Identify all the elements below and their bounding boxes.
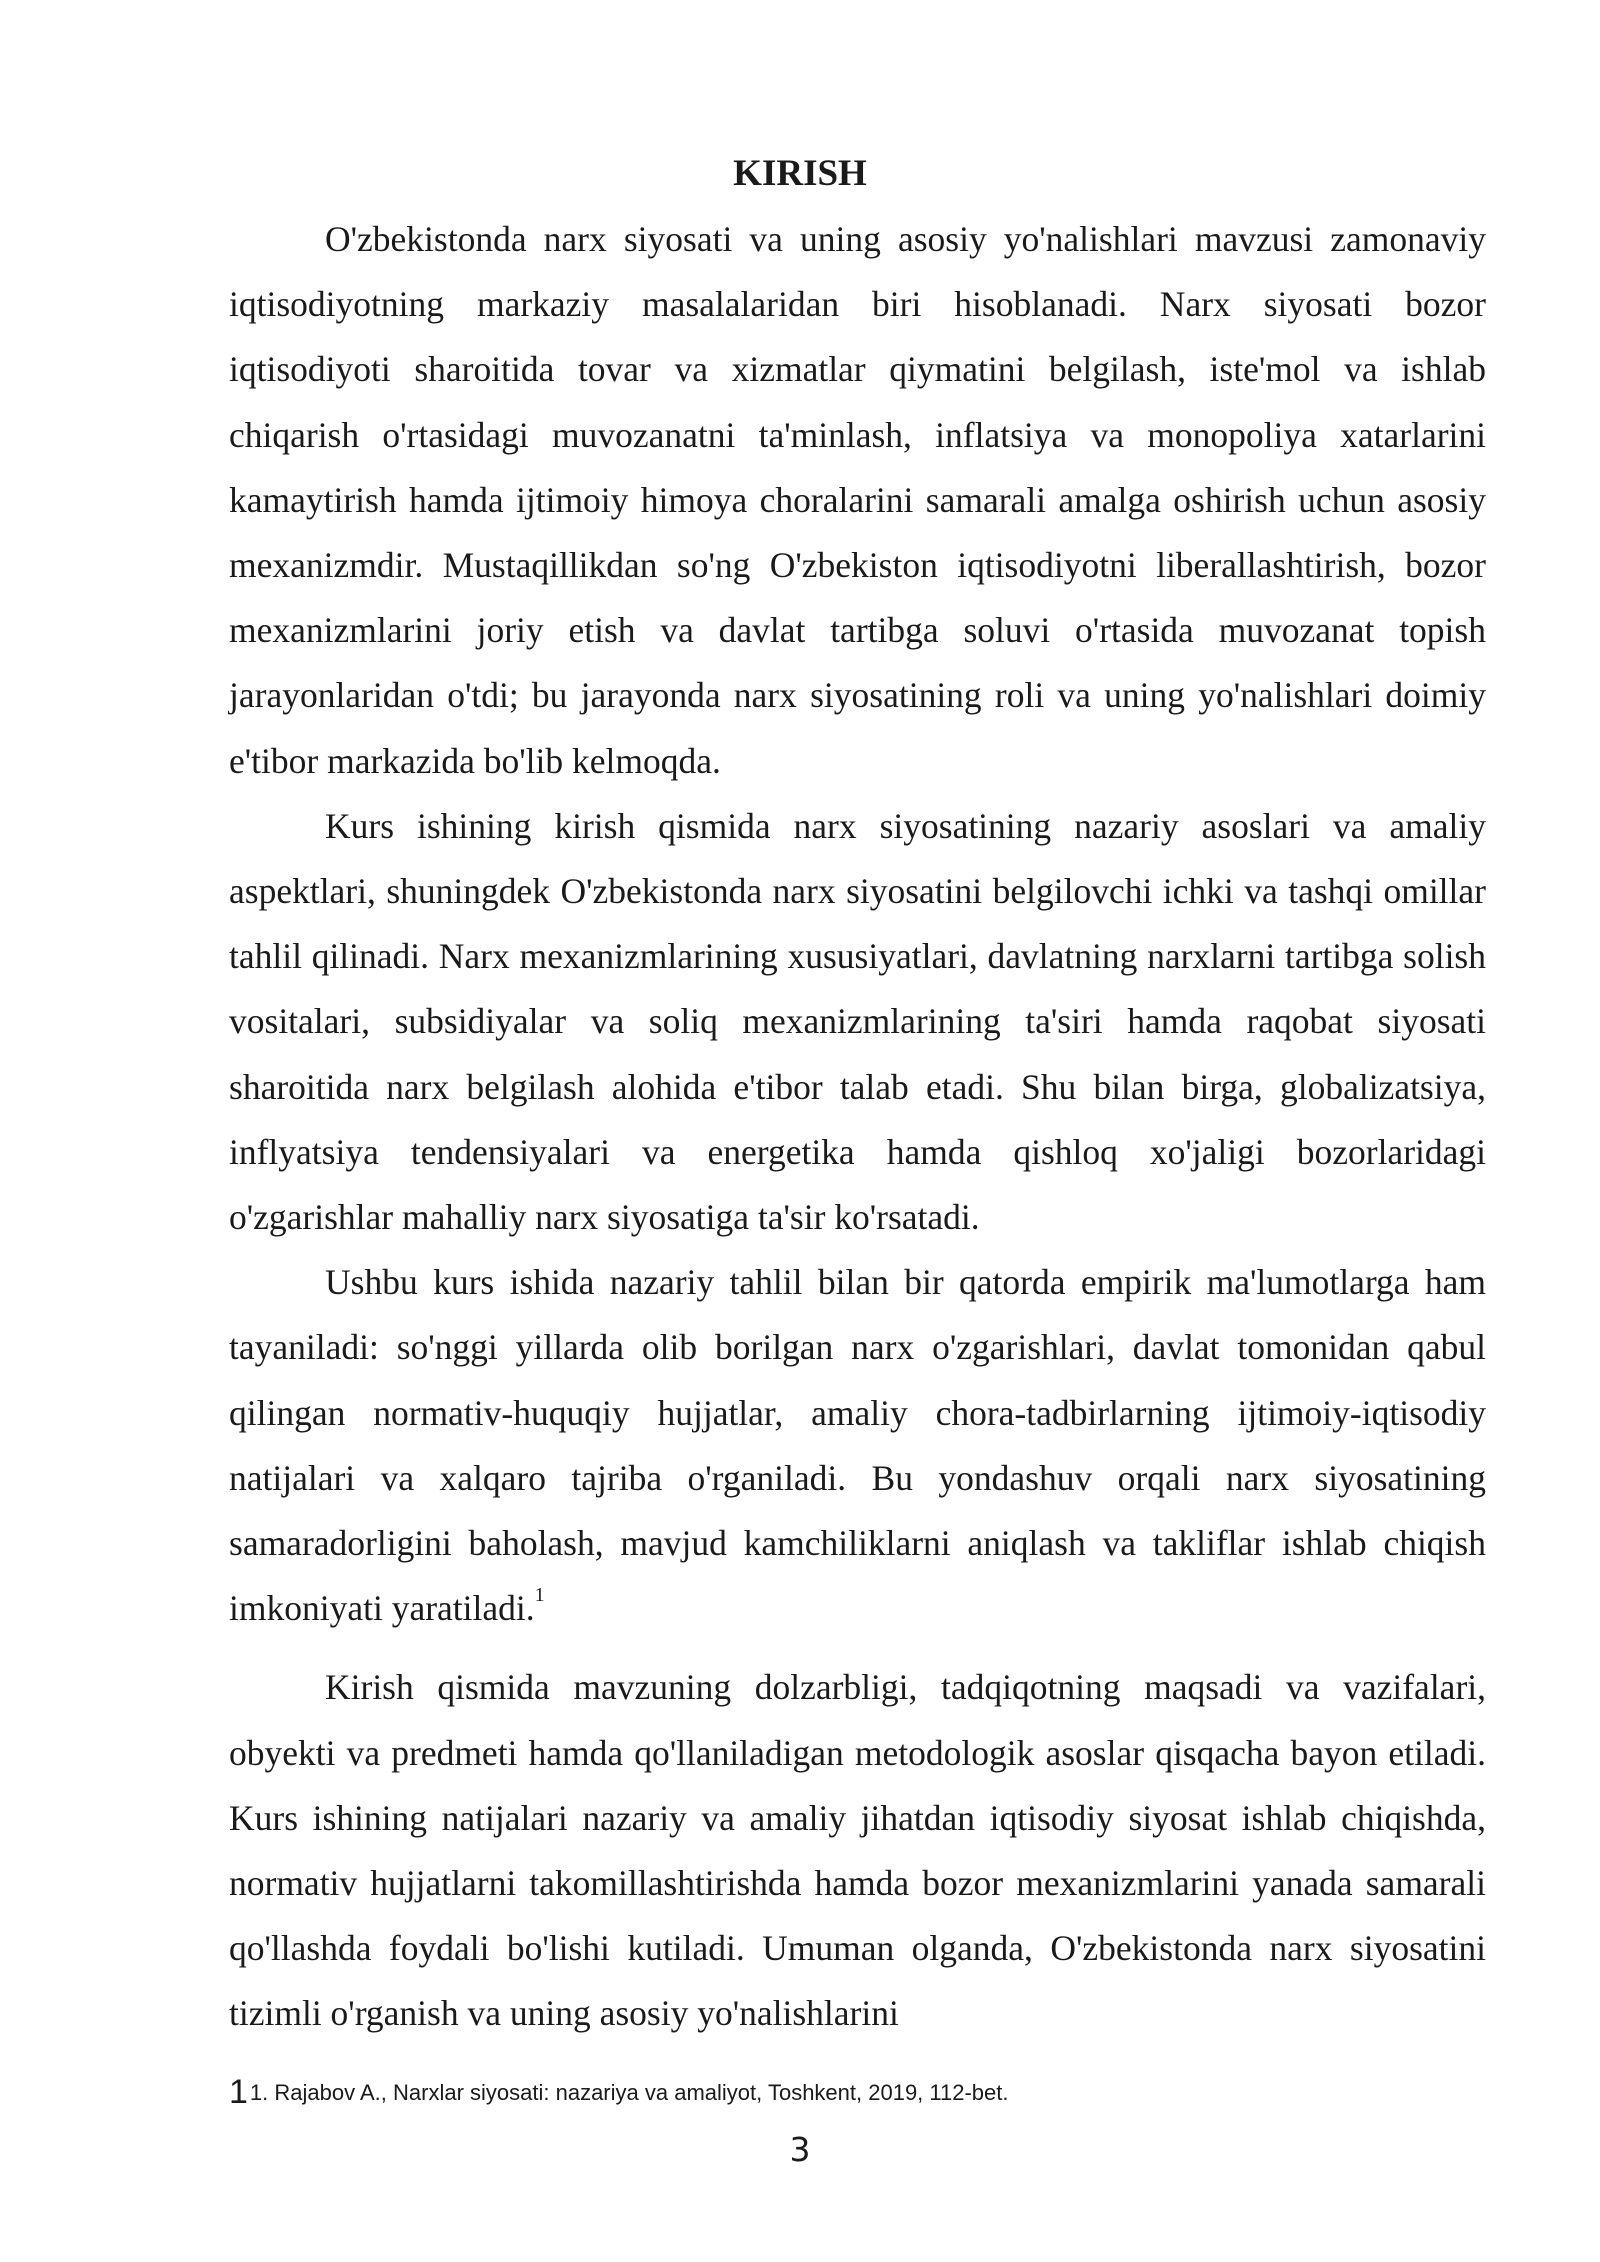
section-title: KIRISH <box>733 153 867 194</box>
paragraph-1: O'zbekistonda narx siyosati va uning asosiy yo'nalishlari mavzusi zamonaviy iqtisodiyotning markaziy masalalaridan biri hisoblanadi. Narx siyosati bozor iqtisodiyoti sharoitida tovar va xizmatlar qiymatini belgilash, iste'mol va ishlab chiqarish o'rtasidagi muvozanatni ta'minlash, inflatsiya va monopoliya xatarlarini kamaytirish hamda ijtimoiy himoya choralarini samarali amalga oshirish uchun asosiy mexanizmdir. Mustaqillikdan so'ng O'zbekiston iqtisodiyotni liberallashtirish, bozor mexanizmlarini joriy etish va davlat tartibga soluvi o'rtasida muvozanat topish jarayonlaridan o'tdi; bu jarayonda narx siyosatining roli va uning yo'nalishlari doimiy e'tibor markazida bo'lib kelmoqda. <box>229 219 1486 781</box>
footnote-reference[interactable]: 1 <box>534 1584 545 1607</box>
footnote-text: 1. Rajabov A., Narxlar siyosati: nazariya va amaliyot, Toshkent, 2019, 112-bet. <box>249 2080 1009 2105</box>
footnote-mark: 1 <box>229 2073 248 2111</box>
page-number: 3 <box>789 2130 811 2169</box>
footnote <box>229 2074 1486 2111</box>
paragraph-4: Kirish qismida mavzuning dolzarbligi, tadqiqotning maqsadi va vazifalari, obyekti va predmeti hamda qo'llaniladigan metodologik asoslar qisqacha bayon etiladi. Kurs ishining natijalari nazariy va amaliy jihatdan iqtisodiy siyosat ishlab chiqishda, normativ hujjatlarni takomillashtirishda hamda bozor mexanizmlarini yanada samarali qo'llashda foydali bo'lishi kutiladi. Umuman olganda, O'zbekistonda narx siyosatini tizimli o'rganish va uning asosiy yo'nalishlarini <box>229 1667 1486 2034</box>
body-text <box>229 207 1486 2047</box>
paragraph-3 <box>229 1250 1486 1641</box>
paragraph-2: Kurs ishining kirish qismida narx siyosatining nazariy asoslari va amaliy aspektlari, shuningdek O'zbekistonda narx siyosatini belgilovchi ichki va tashqi omillar tahlil qilinadi. Narx mexanizmlarining xususiyatlari, davlatning narxlarni tartibga solish vositalari, subsidiyalar va soliq mexanizmlarining ta'siri hamda raqobat siyosati sharoitida narx belgilash alohida e'tibor talab etadi. Shu bilan birga, globalizatsiya, inflyatsiya tendensiyalari va energetika hamda qishloq xo'jaligi bozorlaridagi o'zgarishlar mahalliy narx siyosatiga ta'sir ko'rsatadi. <box>229 805 1486 1238</box>
paragraph-3-text: Ushbu kurs ishida nazariy tahlil bilan bir qatorda empirik ma'lumotlarga ham tayaniladi: so'nggi yillarda olib borilgan narx o'zgarishlari, davlat tomonidan qabul qilingan normativ-huquqiy hujjatlar, amaliy chora-tadbirlarning ijtimoiy-iqtisodiy natijalari va xalqaro tajriba o'rganiladi. Bu yondashuv orqali narx siyosatining samaradorligini baholash, mavjud kamchiliklarni aniqlash va takliflar ishlab chiqish imkoniyati yaratiladi. <box>229 1262 1486 1629</box>
